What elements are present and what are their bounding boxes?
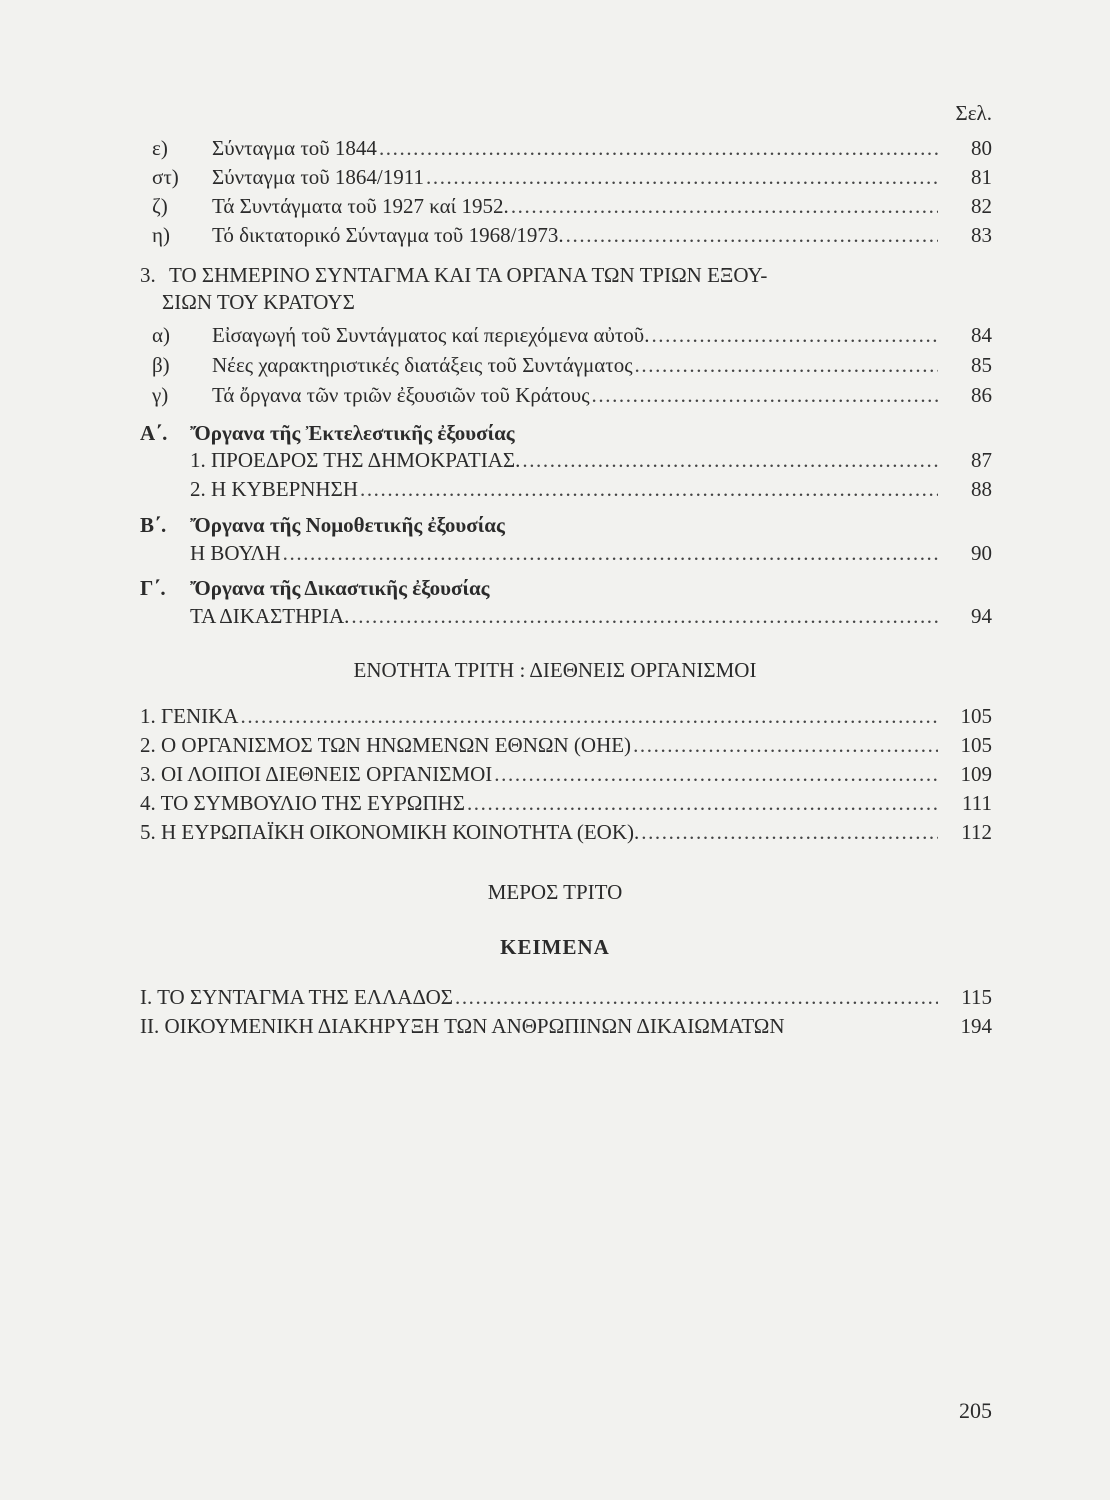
entry-title: 2. Η ΚΥΒΕΡΝΗΣΗ (190, 477, 358, 501)
toc-entry (152, 322, 992, 348)
entry-marker: α) (152, 323, 170, 347)
entry-page: 88 (971, 477, 992, 501)
toc-entry (152, 164, 992, 190)
toc-entry (140, 790, 992, 816)
entry-page: 105 (960, 704, 992, 728)
entry-page: 111 (962, 791, 992, 815)
organs-title: Ὄργανα τῆς Ἐκτελεστικῆς ἐξουσίας (190, 421, 515, 445)
entry-title: 1. ΠΡΟΕΔΡΟΣ ΤΗΣ ΔΗΜΟΚΡΑΤΙΑΣ. (190, 448, 521, 472)
dot-leader (467, 790, 938, 816)
entry-page: 90 (971, 541, 992, 565)
section-title-line1: ΤΟ ΣΗΜΕΡΙΝΟ ΣΥΝΤΑΓΜΑ ΚΑΙ ΤΑ ΟΡΓΑΝΑ ΤΩΝ ΤΡΙΩΝ ΕΞΟΥ- (169, 263, 768, 287)
organs-marker: Β΄. (140, 513, 167, 537)
entry-title: 1. ΓΕΝΙΚΑ (140, 704, 239, 728)
organs-title: Ὄργανα τῆς Νομοθετικῆς ἐξουσίας (190, 513, 505, 537)
dot-leader (641, 819, 938, 845)
entry-marker: ε) (152, 136, 168, 160)
dot-leader (283, 540, 938, 566)
entry-marker: η) (152, 223, 170, 247)
toc-entry (190, 540, 992, 566)
entry-title: ΙΙ. ΟΙΚΟΥΜΕΝΙΚΗ ΔΙΑΚΗΡΥΞΗ ΤΩΝ ΑΝΘΡΩΠΙΝΩΝ ΔΙΚΑΙΩΜΑΤΩΝ (140, 1014, 785, 1038)
entry-marker: γ) (152, 383, 169, 407)
dot-leader (522, 447, 938, 473)
toc-entry (152, 222, 992, 248)
entry-title: Νέες χαρακτηριστικές διατάξεις τοῦ Συντάγματος (212, 353, 633, 377)
dot-leader (360, 476, 938, 502)
page-column-header: Σελ. (955, 101, 992, 125)
entry-title: Τά ὄργανα τῶν τριῶν ἐξουσιῶν τοῦ Κράτους (212, 383, 590, 407)
entry-title: 3. ΟΙ ΛΟΙΠΟΙ ΔΙΕΘΝΕΙΣ ΟΡΓΑΝΙΣΜΟΙ (140, 762, 493, 786)
dot-leader (455, 984, 938, 1010)
dot-leader (379, 135, 938, 161)
page-number: 205 (959, 1398, 992, 1423)
entry-title: Εἰσαγωγή τοῦ Συντάγματος καί περιεχόμενα αὐτοῦ. (212, 323, 650, 347)
part-subheading: ΚΕΙΜΕΝΑ (500, 935, 610, 959)
dot-leader (494, 761, 938, 787)
toc-entry (190, 447, 992, 473)
entry-page: 87 (971, 448, 992, 472)
organs-heading (140, 575, 490, 601)
entry-title: Ι. ΤΟ ΣΥΝΤΑΓΜΑ ΤΗΣ ΕΛΛΑΔΟΣ (140, 985, 453, 1009)
organs-heading (140, 420, 515, 446)
toc-entry (140, 984, 992, 1010)
toc-entry (190, 476, 992, 502)
organs-marker: Γ΄. (140, 576, 166, 600)
entry-title: Σύνταγμα τοῦ 1864/1911 (212, 165, 424, 189)
entry-marker: ζ) (152, 194, 168, 218)
unit-heading: ΕΝΟΤΗΤΑ ΤΡΙΤΗ : ΔΙΕΘΝΕΙΣ ΟΡΓΑΝΙΣΜΟΙ (353, 658, 757, 682)
toc-entry (190, 603, 992, 629)
entry-page: 194 (960, 1014, 992, 1038)
dot-leader (426, 164, 938, 190)
toc-entry (140, 761, 992, 787)
dot-leader (511, 193, 938, 219)
entry-marker: στ) (152, 165, 179, 189)
entry-title: 5. Η ΕΥΡΩΠΑΪΚΗ ΟΙΚΟΝΟΜΙΚΗ ΚΟΙΝΟΤΗΤΑ (ΕΟΚ). (140, 820, 640, 844)
section-heading (140, 262, 767, 288)
organs-heading (140, 512, 505, 538)
section-title-line2: ΣΙΩΝ ΤΟΥ ΚΡΑΤΟΥΣ (162, 290, 355, 314)
entry-title: Η ΒΟΥΛΗ (190, 541, 281, 565)
entry-page: 82 (971, 194, 992, 218)
part-heading: ΜΕΡΟΣ ΤΡΙΤΟ (487, 880, 623, 904)
dot-leader (635, 352, 938, 378)
toc-entry (140, 1013, 992, 1039)
dot-leader (566, 222, 938, 248)
entry-page: 84 (971, 323, 992, 347)
toc-entry (140, 703, 992, 729)
entry-page: 112 (961, 820, 992, 844)
dot-leader (651, 322, 938, 348)
dot-leader (633, 732, 938, 758)
toc-entry (152, 135, 992, 161)
entry-page: 81 (971, 165, 992, 189)
section-number: 3. (140, 263, 156, 287)
entry-title: Τά Συντάγματα τοῦ 1927 καί 1952. (212, 194, 509, 218)
organs-marker: Α΄. (140, 421, 168, 445)
entry-page: 86 (971, 383, 992, 407)
dot-leader (592, 382, 938, 408)
toc-entry (140, 819, 992, 845)
toc-entry (140, 732, 992, 758)
entry-page: 94 (971, 604, 992, 628)
entry-title: 2. Ο ΟΡΓΑΝΙΣΜΟΣ ΤΩΝ ΗΝΩΜΕΝΩΝ ΕΘΝΩΝ (ΟΗΕ) (140, 733, 632, 757)
entry-page: 115 (961, 985, 992, 1009)
dot-leader (351, 603, 938, 629)
toc-entry (152, 382, 992, 408)
dot-leader (240, 703, 938, 729)
entry-page: 83 (971, 223, 992, 247)
toc-entry (152, 193, 992, 219)
entry-title: 4. ΤΟ ΣΥΜΒΟΥΛΙΟ ΤΗΣ ΕΥΡΩΠΗΣ (140, 791, 465, 815)
entry-page: 85 (971, 353, 992, 377)
entry-page: 109 (960, 762, 992, 786)
entry-title: Τό δικτατορικό Σύνταγμα τοῦ 1968/1973. (212, 223, 564, 247)
entry-page: 105 (960, 733, 992, 757)
entry-page: 80 (971, 136, 992, 160)
entry-title: ΤΑ ΔΙΚΑΣΤΗΡΙΑ. (190, 604, 350, 628)
entry-marker: β) (152, 353, 170, 377)
toc-entry (152, 352, 992, 378)
entry-title: Σύνταγμα τοῦ 1844 (212, 136, 377, 160)
organs-title: Ὄργανα τῆς Δικαστικῆς ἐξουσίας (190, 576, 490, 600)
